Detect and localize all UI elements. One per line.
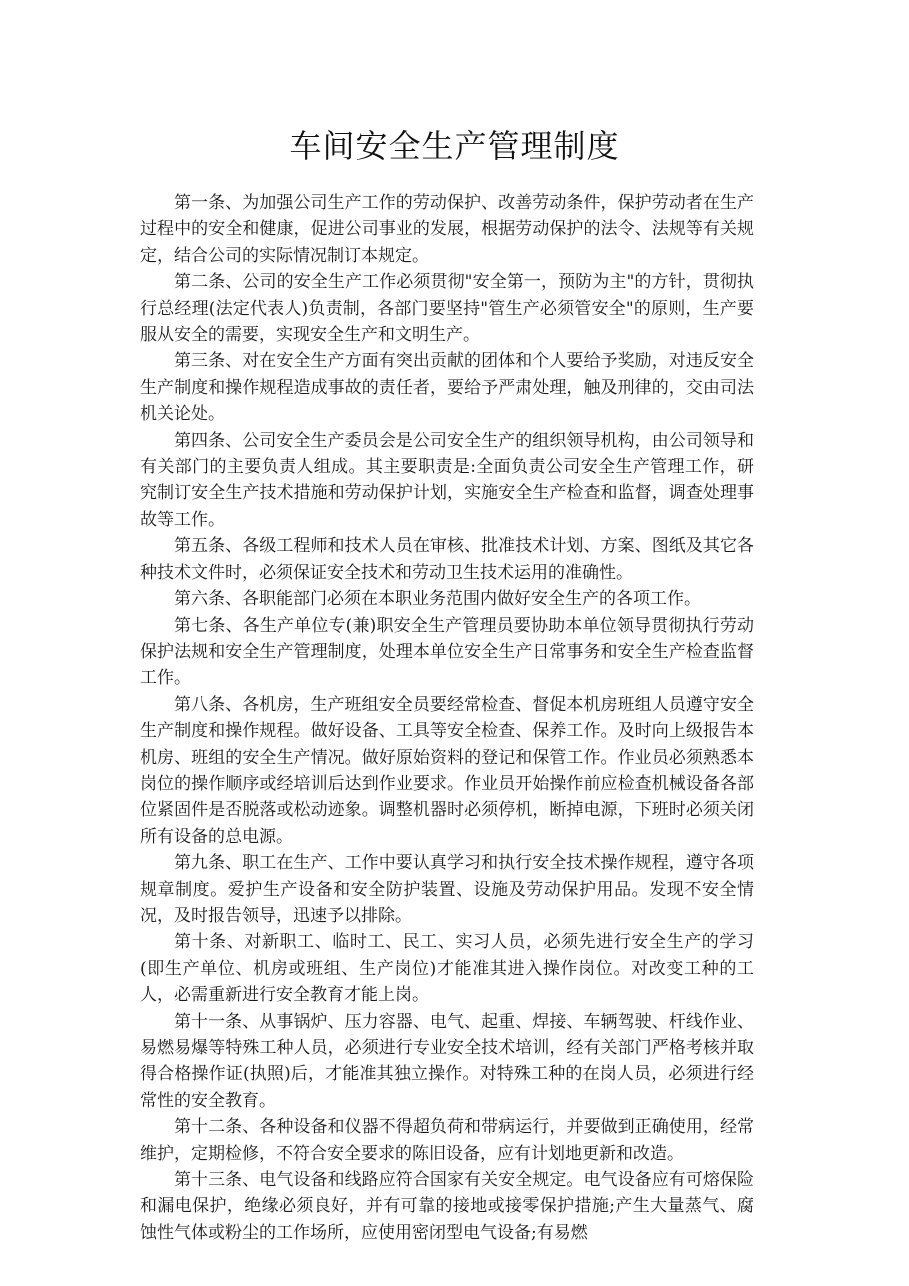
article-3: 第三条、对在安全生产方面有突出贡献的团体和个人要给予奖励，对违反安全生产制度和操作规程造成事故的责任者，要给予严肃处理，触及刑律的，交由司法机关论处。 (140, 351, 754, 425)
article-11: 第十一条、从事锅炉、压力容器、电气、起重、焊接、车辆驾驶、杆线作业、易燃易爆等特殊工种人员，必须进行专业安全技术培训，经有关部门严格考核并取得合格操作证(执照)后，才能准其独立操作。对特殊工种的在岗人员，必须进行经常性的安全教育。 (140, 1011, 754, 1111)
article-8: 第八条、各机房，生产班组安全员要经常检查、督促本机房班组人员遵守安全生产制度和操作规程。做好设备、工具等安全检查、保养工作。及时向上级报告本机房、班组的安全生产情况。做好原始资料的登记和保管工作。作业员必须熟悉本岗位的操作顺序或经培训后达到作业要求。作业员开始操作前应检查机械设备各部位紧固件是否脱落或松动迹象。调整机器时必须停机，断掉电源，下班时必须关闭所有设备的总电源。 (140, 694, 754, 847)
document-body (140, 190, 754, 1246)
article-4: 第四条、公司安全生产委员会是公司安全生产的组织领导机构，由公司领导和有关部门的主要负责人组成。其主要职责是:全面负责公司安全生产管理工作，研究制订安全生产技术措施和劳动保护计划，实施安全生产检查和监督，调查处理事故等工作。 (140, 430, 754, 530)
article-2: 第二条、公司的安全生产工作必须贯彻"安全第一，预防为主"的方针，贯彻执行总经理(法定代表人)负责制，各部门要坚持"管生产必须管安全"的原则，生产要服从安全的需要，实现安全生产和文明生产。 (140, 272, 754, 346)
article-13: 第十三条、电气设备和线路应符合国家有关安全规定。电气设备应有可熔保险和漏电保护，绝缘必须良好，并有可靠的接地或接零保护措施;产生大量蒸气、腐蚀性气体或粉尘的工作场所，应使用密闭型电气设备;有易燃 (140, 1170, 754, 1243)
document-title: 车间安全生产管理制度 (289, 127, 620, 165)
article-7: 第七条、各生产单位专(兼)职安全生产管理员要协助本单位领导贯彻执行劳动保护法规和安全生产管理制度，处理本单位安全生产日常事务和安全生产检查监督工作。 (140, 615, 754, 689)
article-12: 第十二条、各种设备和仪器不得超负荷和带病运行，并要做到正确使用，经常维护，定期检修，不符合安全要求的陈旧设备，应有计划地更新和改造。 (140, 1117, 754, 1164)
article-6: 第六条、各职能部门必须在本职业务范围内做好安全生产的各项工作。 (174, 589, 701, 610)
article-10: 第十条、对新职工、临时工、民工、实习人员，必须先进行安全生产的学习(即生产单位、机房或班组、生产岗位)才能准其进入操作岗位。对改变工种的工人，必需重新进行安全教育才能上岗。 (140, 932, 754, 1006)
article-1: 第一条、为加强公司生产工作的劳动保护、改善劳动条件，保护劳动者在生产过程中的安全和健康，促进公司事业的发展，根据劳动保护的法令、法规等有关规定，结合公司的实际情况制订本规定。 (140, 193, 754, 266)
article-9: 第九条、职工在生产、工作中要认真学习和执行安全技术操作规程，遵守各项规章制度。爱护生产设备和安全防护装置、设施及劳动保护用品。发现不安全情况，及时报告领导，迅速予以排除。 (140, 853, 754, 926)
article-5: 第五条、各级工程师和技术人员在审核、批准技术计划、方案、图纸及其它各种技术文件时，必须保证安全技术和劳动卫生技术运用的准确性。 (140, 536, 754, 583)
